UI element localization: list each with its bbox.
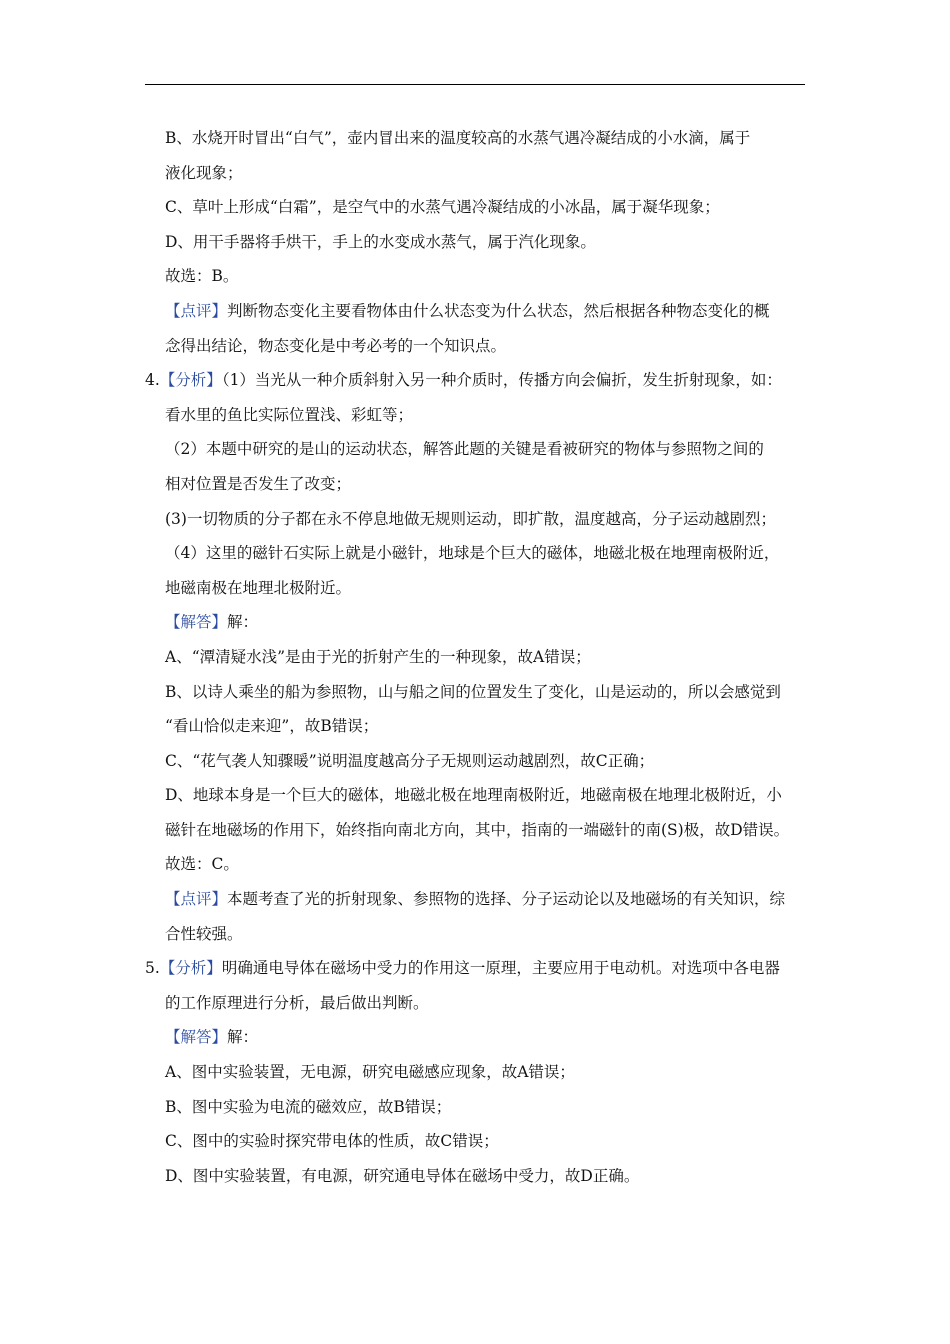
text-line [0, 432, 950, 467]
line-text: C、图中的实验时探究带电体的性质，故C错误； [165, 1132, 499, 1151]
line-text: （4）这里的磁针石实际上就是小磁针，地球是个巨大的磁体，地磁北极在地理南极附近， [165, 544, 780, 563]
text-line [0, 363, 950, 398]
text-line [0, 986, 950, 1021]
text-line [0, 744, 950, 779]
line-text: (3)一切物质的分子都在永不停息地做无规则运动，即扩散，温度越高，分子运动越剧烈； [165, 509, 776, 528]
line-text: C、草叶上形成“白霜”，是空气中的水蒸气遇冷凝结成的小冰晶，属于凝华现象； [165, 198, 720, 217]
text-line [0, 329, 950, 364]
line-text: 相对位置是否发生了改变； [165, 474, 352, 493]
text-line [0, 813, 950, 848]
line-text: 解： [227, 613, 259, 632]
line-text: 液化现象； [165, 163, 243, 182]
text-line [0, 259, 950, 294]
text-line [0, 605, 950, 640]
text-line [0, 190, 950, 225]
line-text: 合性较强。 [165, 924, 243, 943]
text-line [0, 917, 950, 952]
text-line [0, 778, 950, 813]
text-line [0, 398, 950, 433]
line-text: D、图中实验装置，有电源，研究通电导体在磁场中受力，故D正确。 [165, 1166, 640, 1185]
text-line [0, 675, 950, 710]
text-line [0, 571, 950, 606]
line-text: A、“潭清疑水浅”是由于光的折射产生的一种现象，故A错误； [165, 647, 591, 666]
line-text: 看水里的鱼比实际位置浅、彩虹等； [165, 405, 414, 424]
document-body [0, 121, 950, 1193]
line-text: （2）本题中研究的是山的运动状态，解答此题的关键是看被研究的物体与参照物之间的 [165, 440, 764, 459]
line-text: 故选：C。 [165, 855, 239, 874]
line-text: A、图中实验装置，无电源，研究电磁感应现象，故A错误； [165, 1063, 575, 1082]
line-text: （1）当光从一种介质斜射入另一种介质时，传播方向会偏折，发生折射现象，如： [221, 371, 782, 390]
line-text: C、“花气袭人知骤暖”说明温度越高分子无规则运动越剧烈，故C正确； [165, 751, 655, 770]
line-text: 解： [227, 1028, 259, 1047]
section-tag: 【解答】 [165, 1028, 228, 1047]
line-text: D、用干手器将手烘干，手上的水变成水蒸气，属于汽化现象。 [165, 232, 596, 251]
text-line [0, 156, 950, 191]
section-tag: 【解答】 [165, 613, 228, 632]
text-line [0, 502, 950, 537]
text-line [0, 121, 950, 156]
line-text: B、图中实验为电流的磁效应，故B错误； [165, 1097, 452, 1116]
line-text: 判断物态变化主要看物体由什么状态变为什么状态，然后根据各种物态变化的概 [227, 301, 770, 320]
text-line [0, 1020, 950, 1055]
header-rule [145, 84, 805, 85]
text-line [0, 467, 950, 502]
line-text: 地磁南极在地理北极附近。 [165, 578, 352, 597]
text-line [0, 294, 950, 329]
line-text: “看山恰似走来迎”，故B错误； [165, 717, 379, 736]
section-tag: 【点评】 [165, 890, 228, 909]
text-line [0, 536, 950, 571]
text-line [0, 1124, 950, 1159]
text-line [0, 1159, 950, 1194]
question-number: 4. [145, 371, 160, 390]
text-line [0, 1090, 950, 1125]
text-line [0, 882, 950, 917]
line-text: B、以诗人乘坐的船为参照物，山与船之间的位置发生了变化，山是运动的，所以会感觉到 [165, 682, 781, 701]
line-text: 故选：B。 [165, 267, 239, 286]
section-tag: 【分析】 [159, 959, 222, 978]
text-line [0, 847, 950, 882]
section-tag: 【点评】 [165, 301, 228, 320]
line-text: 念得出结论，物态变化是中考必考的一个知识点。 [165, 336, 507, 355]
line-text: 本题考查了光的折射现象、参照物的选择、分子运动论以及地磁场的有关知识，综 [227, 890, 786, 909]
text-line [0, 1055, 950, 1090]
line-text: D、地球本身是一个巨大的磁体，地磁北极在地理南极附近，地磁南极在地理北极附近，小 [165, 786, 782, 805]
line-text: 磁针在地磁场的作用下，始终指向南北方向，其中，指南的一端磁针的南(S)极，故D错误。 [165, 820, 790, 839]
question-number: 5. [145, 959, 160, 978]
text-line [0, 640, 950, 675]
line-text: 的工作原理进行分析，最后做出判断。 [165, 993, 429, 1012]
text-line [0, 225, 950, 260]
text-line [0, 951, 950, 986]
line-text: 明确通电导体在磁场中受力的作用这一原理，主要应用于电动机。对选项中各电器 [221, 959, 780, 978]
line-text: B、水烧开时冒出“白气”，壶内冒出来的温度较高的水蒸气遇冷凝结成的小水滴，属于 [165, 129, 751, 147]
text-line [0, 709, 950, 744]
section-tag: 【分析】 [159, 371, 222, 390]
